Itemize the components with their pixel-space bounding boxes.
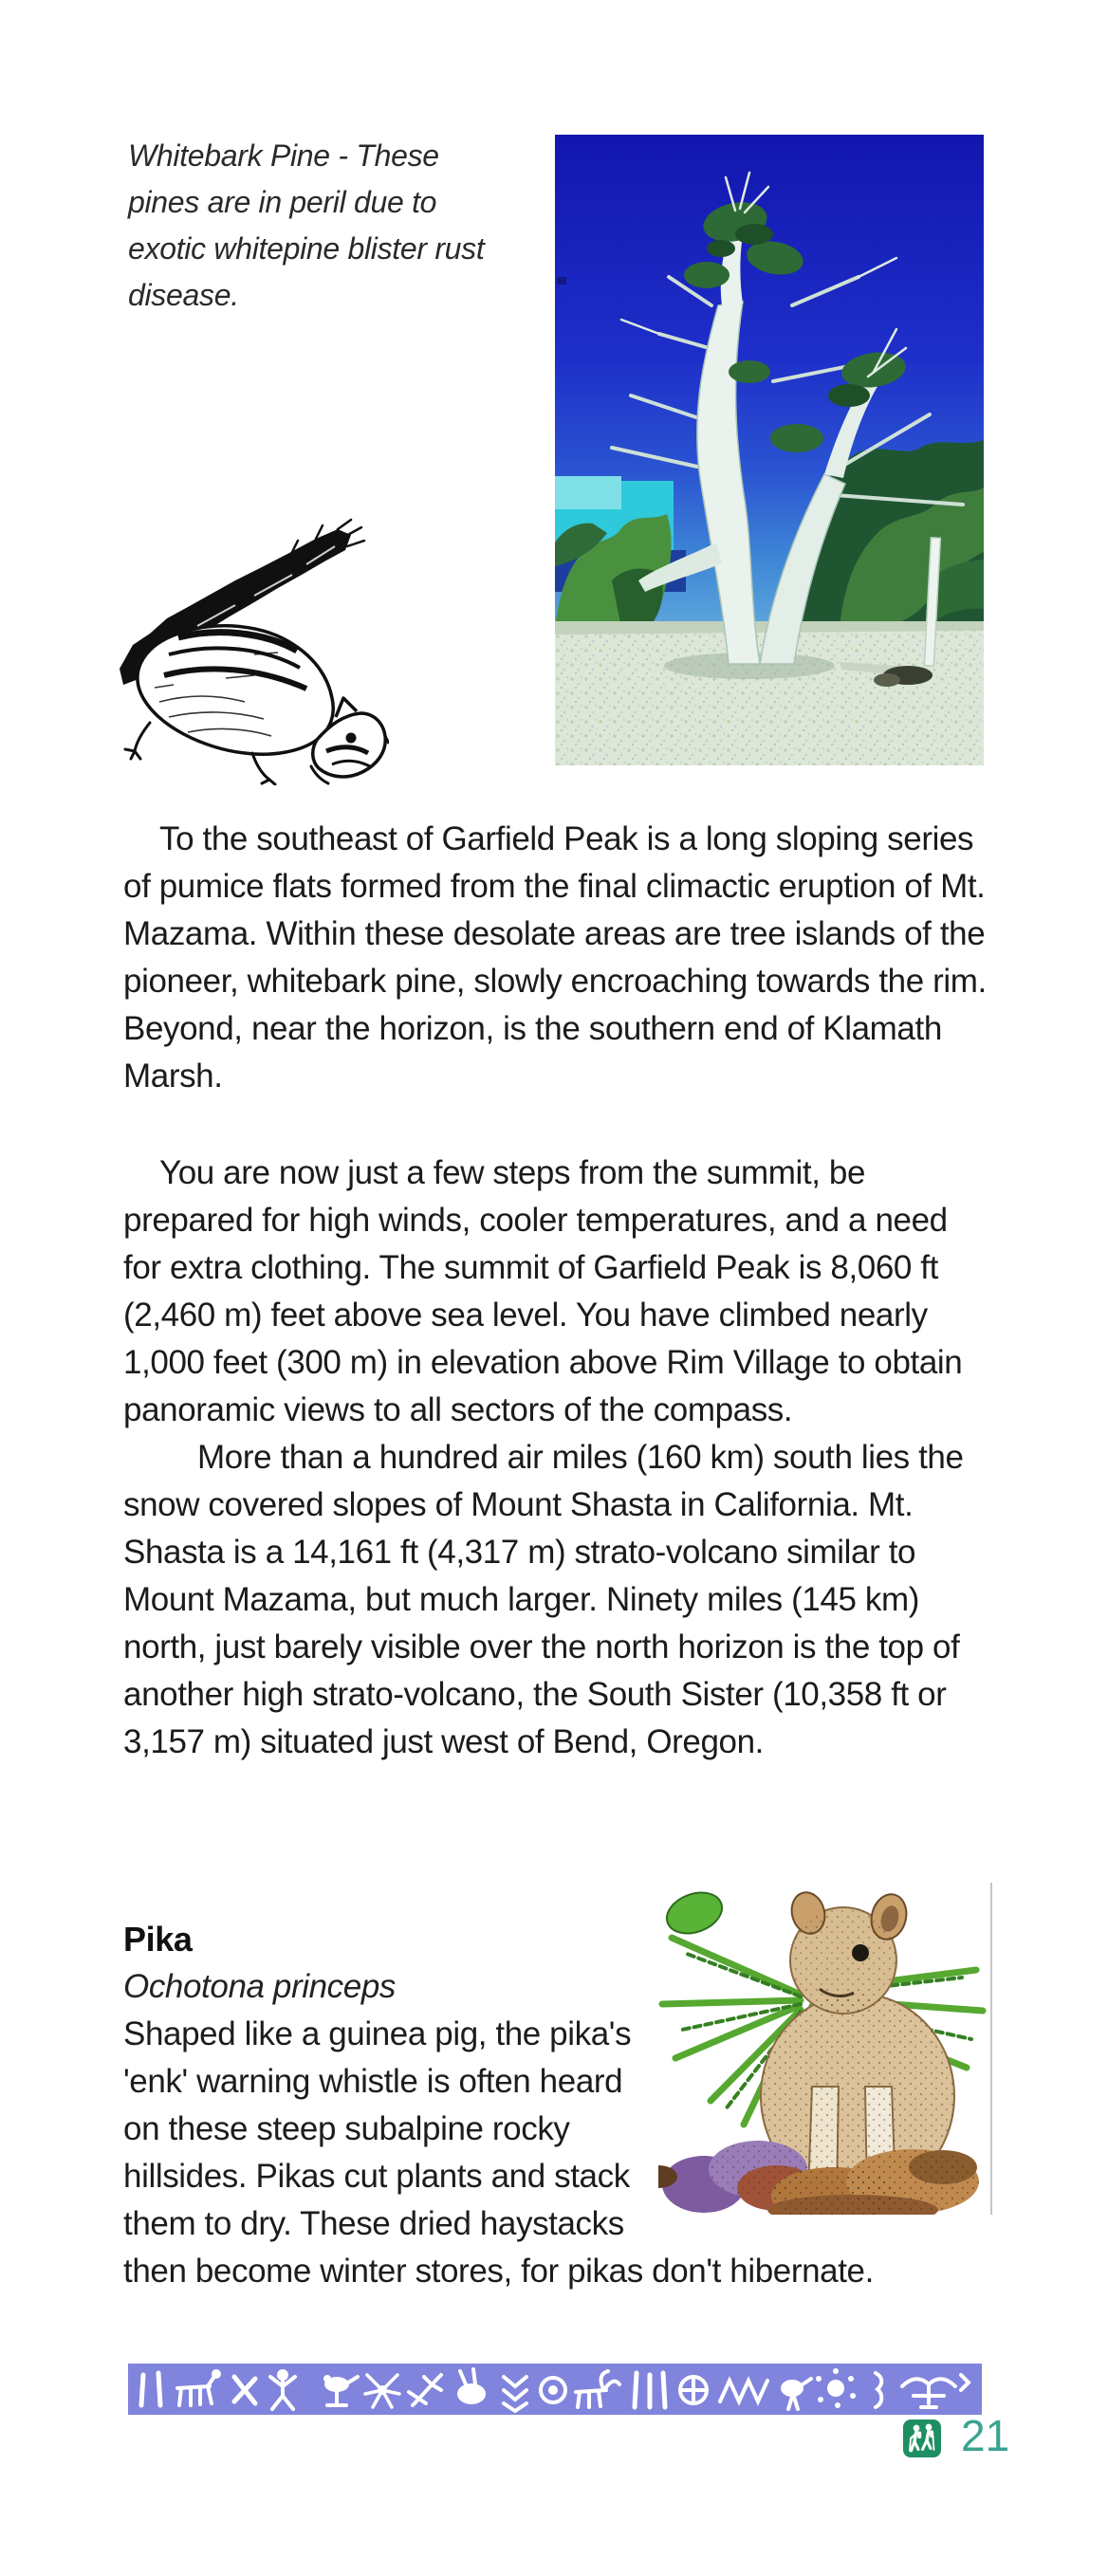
- photo-caption: Whitebark Pine - These pines are in peril due to exotic whitepine blister rust disease.: [128, 138, 485, 312]
- pika-heading: Pika: [123, 1920, 193, 1959]
- page-number: 21: [961, 2411, 1010, 2460]
- petroglyph-banner: [128, 2364, 982, 2415]
- whitebark-pine-photo: [555, 135, 984, 765]
- pika-species: Ochotona princeps: [123, 1968, 396, 2005]
- body-text: [123, 816, 992, 1766]
- pika-section: [123, 1916, 992, 2295]
- paragraph-shasta: More than a hundred air miles (160 km) south lies the snow covered slopes of Mount Shasta in California. Mt. Shasta is a 14,161 ft (4,317 m) strato-volcano similar to Mount Mazama, but much larger. Ninety miles (145 km) north, just barely visible over the north horizon is the top of another high strato-volcano, the South Sister (10,358 ft or 3,157 m) situated just west of Bend, Oregon.: [123, 1439, 964, 1760]
- pika-description: Shaped like a guinea pig, the pika's 'enk' warning whistle is often heard on these steep subalpine rocky hillsides. Pikas cut plants and stack them to dry. These dried haystacks then become winter stores, for pikas don't hibernate.: [123, 2015, 874, 2290]
- paragraph-garfield-peak: To the southeast of Garfield Peak is a long sloping series of pumice flats formed from the final climactic eruption of Mt. Mazama. Within these desolate areas are tree islands of the pioneer, whitebark pine, slowly encroaching towards the rim. Beyond, near the horizon, is the southern end of Klamath Marsh.: [123, 820, 987, 1095]
- chipmunk-line-drawing: [112, 512, 389, 785]
- pika-with-plants-drawing: [658, 1883, 992, 2215]
- hiker-trail-icon: [903, 2420, 941, 2457]
- paragraph-summit: You are now just a few steps from the summit, be prepared for high winds, cooler temperatures, and a need for extra clothing. The summit of Garfield Peak is 8,060 ft (2,460 m) feet above sea level. You have climbed nearly 1,000 feet (300 m) in elevation above Rim Village to obtain panoramic views to all sectors of the compass.: [123, 1154, 963, 1428]
